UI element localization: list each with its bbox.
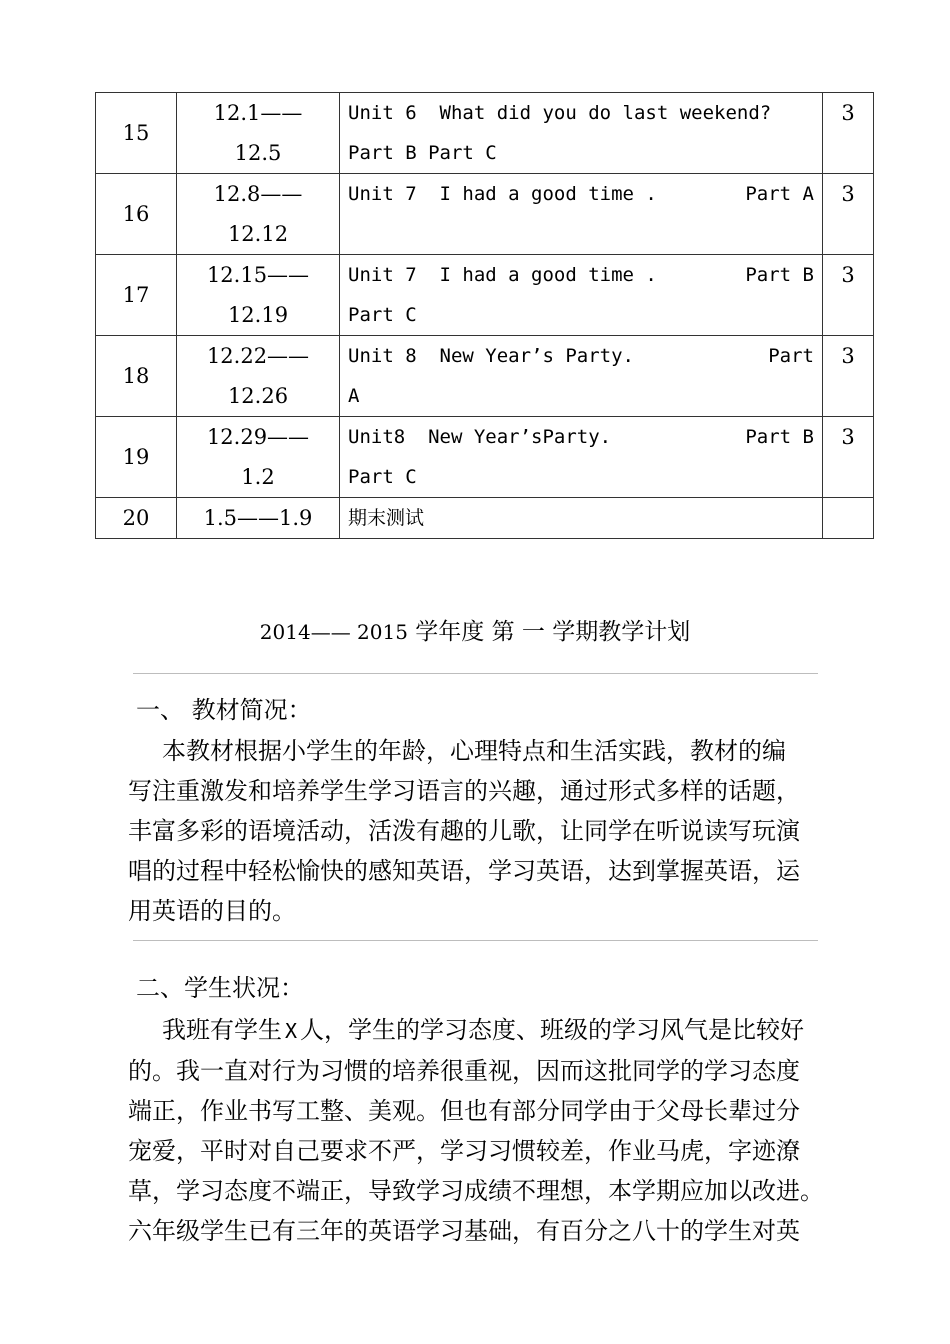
section2-paragraph [128,1010,863,1251]
paragraph-line: 写注重激发和培养学生学习语言的兴趣，通过形式多样的话题， [128,777,800,805]
content-line2: A [348,385,360,407]
date-from: 12.1—— [213,101,303,125]
hours-cell: 3 [823,174,874,255]
plan-title-year: 2014—— 2015 [259,620,408,644]
date-cell [177,417,340,498]
paragraph-line: 的。我一直对行为习惯的培养很重视，因而这批同学的学习态度 [128,1057,800,1085]
plan-title-text: 学年度 第 一 学期教学计划 [415,619,691,645]
table-row [96,336,874,417]
table-row [96,93,874,174]
plan-title [0,614,950,650]
date-from: 12.15—— [206,263,310,287]
paragraph-line: 宠爱，平时对自己要求不严，学习习惯较差，作业马虎，字迹潦 [128,1137,800,1165]
schedule-body [96,93,874,539]
paragraph-line: 唱的过程中轻松愉快的感知英语，学习英语，达到掌握英语，运 [128,857,800,885]
student-count: X [285,1019,298,1043]
paragraph-line [128,1010,863,1051]
content-cell [340,255,823,336]
unit-text: Unit8 New Year’sParty. [348,426,612,448]
divider [133,673,818,674]
paragraph-line: 六年级学生已有三年的英语学习基础，有百分之八十的学生对英 [128,1217,800,1245]
section1-paragraph [128,731,863,931]
table-row-final [96,498,874,539]
paragraph-line: 用英语的目的。 [128,897,296,925]
schedule-table [95,92,874,539]
date-from: 12.29—— [206,425,310,449]
date-to: 1.2 [241,465,275,489]
paragraph-line: 丰富多彩的语境活动，活泼有趣的儿歌，让同学在听说读写玩演 [128,817,800,845]
table-row [96,174,874,255]
part-right: Part A [745,183,814,205]
week-cell: 20 [96,498,177,539]
date-to: 12.26 [227,384,289,408]
hours-cell: 3 [823,255,874,336]
hours-cell [823,498,874,539]
table-row [96,255,874,336]
date-to: 12.5 [234,141,282,165]
date-to: 12.12 [227,222,289,246]
paragraph-line: 草，学习态度不端正，导致学习成绩不理想，本学期应加以改进。 [128,1177,824,1205]
date-from: 12.8—— [213,182,303,206]
date-cell [177,336,340,417]
content-cell [340,336,823,417]
unit-text: Unit 8 New Year’s Party. [348,345,634,367]
unit-text: Unit 7 I had a good time . [348,183,657,205]
section2-heading: 二、学生状况： [136,974,304,1002]
table-row [96,417,874,498]
date-cell [177,93,340,174]
content-line2: Part B Part C [348,142,497,164]
paragraph-line: 本教材根据小学生的年龄，心理特点和生活实践，教材的编 [162,737,786,765]
part-right: Part B [745,264,814,286]
content-cell [340,417,823,498]
divider [133,940,818,941]
unit-text: Unit 7 I had a good time . [348,264,657,286]
week-cell: 17 [96,255,177,336]
date-cell [177,255,340,336]
week-cell: 15 [96,93,177,174]
content-cell: 期末测试 [340,498,823,539]
content-cell [340,174,823,255]
section1-heading: 一、 教材简况： [136,696,312,724]
line1-end: 人，学生的学习态度、班级的学习风气是比较好 [300,1016,805,1044]
week-cell: 18 [96,336,177,417]
date-cell [177,174,340,255]
date-cell: 1.5——1.9 [177,498,340,539]
date-from: 12.22—— [206,344,310,368]
content-cell [340,93,823,174]
week-cell: 19 [96,417,177,498]
unit-text: Unit 6 What did you do last weekend? [348,102,772,124]
part-right: Part B [745,426,814,448]
paragraph-line: 端正，作业书写工整、美观。但也有部分同学由于父母长辈过分 [128,1097,800,1125]
week-cell: 16 [96,174,177,255]
content-line2: Part C [348,304,417,326]
hours-cell: 3 [823,93,874,174]
hours-cell: 3 [823,417,874,498]
content-line2: Part C [348,466,417,488]
hours-cell: 3 [823,336,874,417]
line1-start: 我班有学生 [162,1016,282,1044]
date-to: 12.19 [227,303,289,327]
part-right: Part [768,345,814,367]
